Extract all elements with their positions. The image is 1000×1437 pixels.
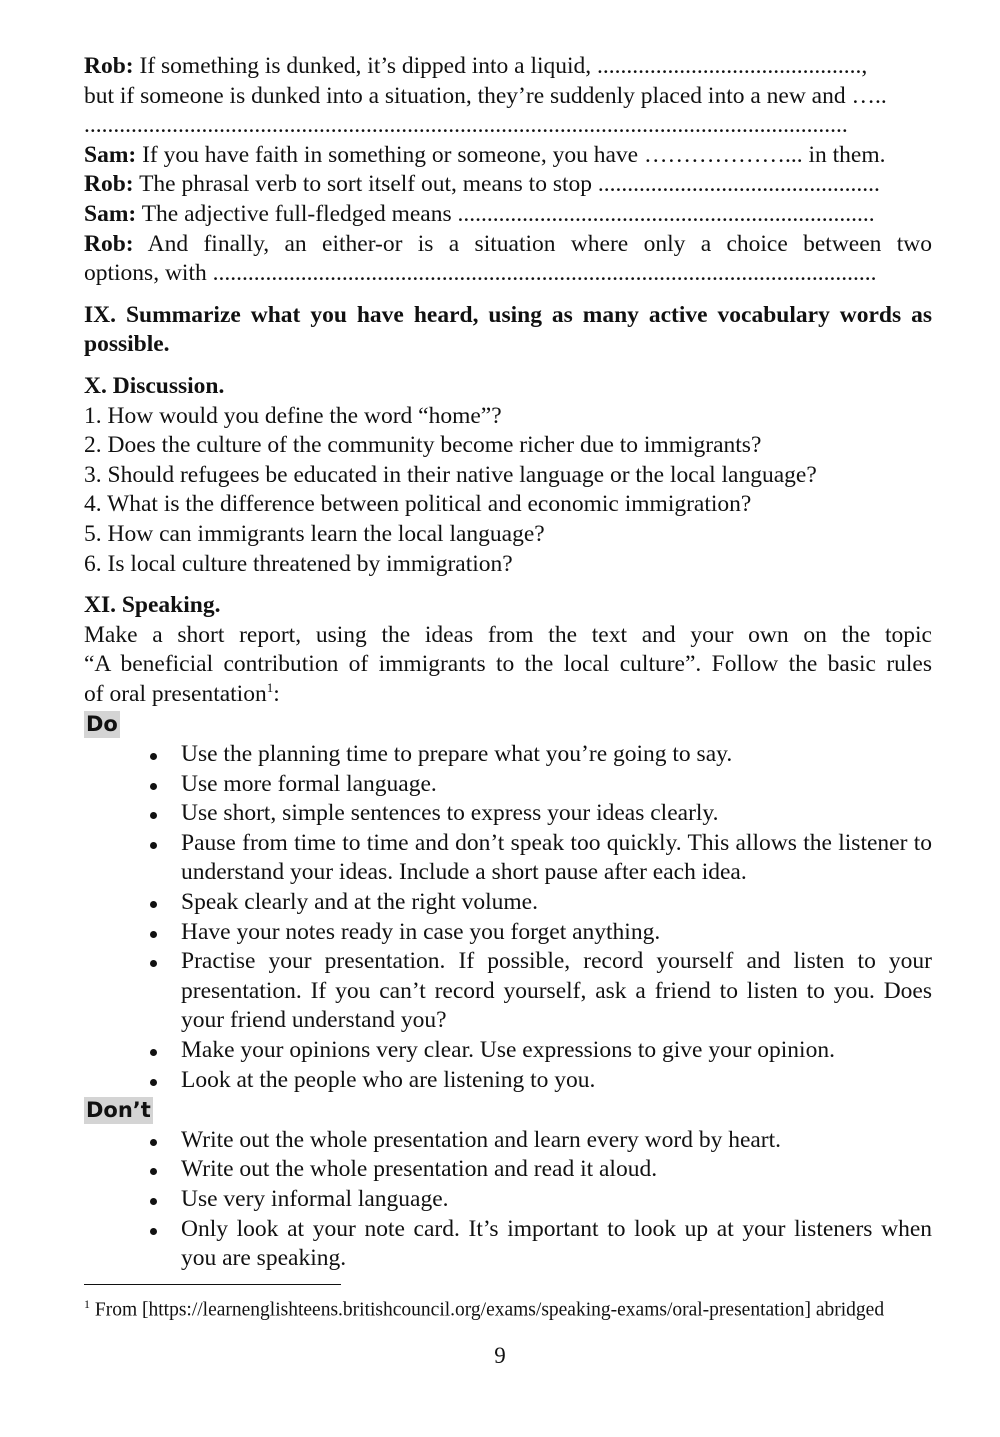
section-heading-summarize: IX. Summarize what you have heard, using as many active vocabulary words as possible.	[84, 301, 932, 358]
dialogue-block	[84, 52, 932, 289]
do-list-item: Look at the people who are listening to you.	[181, 1066, 932, 1096]
dialogue-line	[84, 259, 932, 289]
do-list-item: Speak clearly and at the right volume.	[181, 888, 932, 918]
do-list-item: Make your opinions very clear. Use expressions to give your opinion.	[181, 1036, 932, 1066]
speaker-label: Rob:	[84, 53, 134, 79]
do-list-item: Practise your presentation. If possible, record yourself and listen to your presentation. If you can’t record yourself, ask a friend to listen to you. Does your friend understand you?	[181, 947, 932, 1036]
footnote	[84, 1292, 944, 1323]
dialogue-text: If something is dunked, it’s dipped into a liquid, .............................................,	[139, 53, 868, 79]
speaking-intro-line: Make a short report, using the ideas from the text and your own on the topic	[84, 621, 932, 648]
discussion-question: 5. How can immigrants learn the local language?	[84, 520, 545, 547]
dialogue-text: The adjective full-fledged means .......................................................................	[141, 200, 875, 227]
footnote-divider	[84, 1284, 341, 1285]
speaking-intro-line: “A beneficial contribution of immigrants to the local culture”. Follow the basic rules	[84, 651, 932, 678]
page-number: 9	[494, 1343, 506, 1368]
section-heading-speaking: XI. Speaking.	[84, 592, 221, 619]
do-list-item: Use more formal language.	[181, 770, 932, 800]
dialogue-line	[84, 82, 932, 112]
discussion-question: 6. Is local culture threatened by immigration?	[84, 550, 513, 577]
page-content	[84, 52, 932, 1274]
speaker-label: Sam:	[84, 200, 137, 227]
discussion-question: 1. How would you define the word “home”?	[84, 402, 502, 429]
dialogue-line	[84, 170, 932, 200]
dialogue-line	[84, 230, 932, 260]
discussion-question: 4. What is the difference between political and economic immigration?	[84, 491, 752, 518]
discussion-question: 2. Does the culture of the community become richer due to immigrants?	[84, 432, 762, 459]
do-list	[84, 740, 932, 1095]
dont-list-item: Write out the whole presentation and learn every word by heart.	[181, 1126, 932, 1156]
dialogue-text: but if someone is dunked into a situation, they’re suddenly placed into a new and …..	[84, 82, 887, 109]
speaker-label: Rob:	[84, 171, 134, 198]
footnote-number: 1	[84, 1297, 90, 1311]
dialogue-line	[84, 141, 932, 171]
dialogue-line	[84, 111, 932, 141]
speaker-label: Sam:	[84, 141, 137, 168]
dialogue-text: If you have faith in something or someone, you have ………………... in them.	[142, 141, 886, 168]
dont-label: Don’t	[86, 1098, 151, 1123]
section-heading-discussion: X. Discussion.	[84, 372, 225, 399]
dialogue-line	[84, 52, 932, 82]
dialogue-text: The phrasal verb to sort itself out, means to stop ................................................	[139, 171, 880, 198]
dont-list-item: Only look at your note card. It’s important to look up at your listeners when you are speaking.	[181, 1215, 932, 1274]
do-list-item: Use the planning time to prepare what you’re going to say.	[181, 740, 932, 770]
dont-list-item: Write out the whole presentation and read it aloud.	[181, 1155, 932, 1185]
dont-list	[84, 1126, 932, 1274]
dialogue-text: options, with .................................................................................................................	[84, 260, 877, 287]
dialogue-line	[84, 200, 932, 230]
dialogue-text: And finally, an either-or is a situation where only a choice between two	[147, 230, 932, 257]
footnote-marker: 1	[266, 680, 274, 696]
dialogue-text: ..................................................................................................................................	[84, 112, 848, 139]
discussion-question: 3. Should refugees be educated in their native language or the local language?	[84, 461, 817, 488]
do-list-item: Use short, simple sentences to express your ideas clearly.	[181, 799, 932, 829]
do-list-item: Pause from time to time and don’t speak too quickly. This allows the listener to understand your ideas. Include a short pause after each idea.	[181, 829, 932, 888]
footnote-text: From [https://learnenglishteens.britishcouncil.org/exams/speaking-exams/oral-presentation] abridged	[94, 1299, 885, 1321]
speaker-label: Rob:	[84, 230, 134, 257]
do-list-item: Have your notes ready in case you forget anything.	[181, 918, 932, 948]
dont-list-item: Use very informal language.	[181, 1185, 932, 1215]
do-label: Do	[86, 712, 118, 737]
discussion-questions	[84, 402, 932, 580]
speaking-intro-line: of oral presentation$^1$:	[84, 680, 280, 707]
